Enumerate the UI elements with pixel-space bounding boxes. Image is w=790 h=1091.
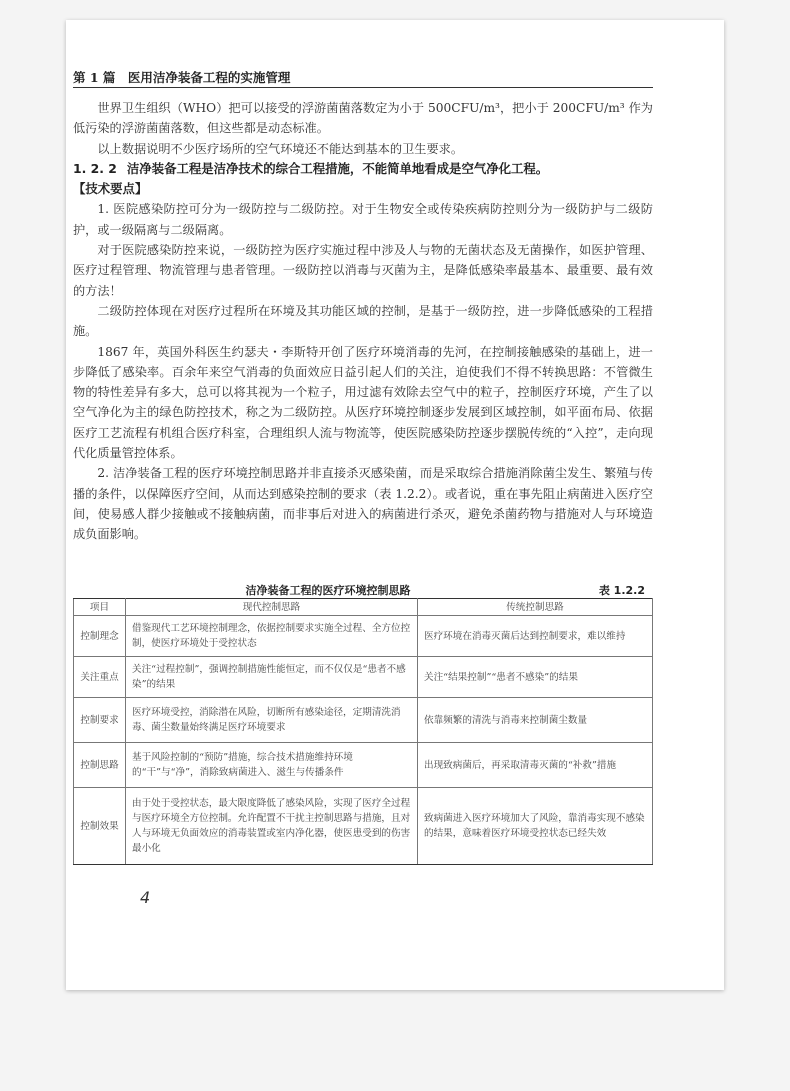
header-rule xyxy=(73,87,653,88)
table-header-cell: 现代控制思路 xyxy=(126,599,418,616)
row-modern: 基于风险控制的“预防”措施，综合技术措施维持环境的“干”与“净”，消除致病菌进入、滋生与传播条件 xyxy=(126,743,418,788)
section-heading xyxy=(73,159,653,179)
table-title: 洁净装备工程的医疗环境控制思路 xyxy=(245,584,411,597)
table-header-cell: 传统控制思路 xyxy=(418,599,653,616)
page-number: 4 xyxy=(140,888,151,907)
tech-points-title: 【技术要点】 xyxy=(73,181,148,197)
row-traditional: 出现致病菌后，再采取清毒灭菌的“补救”措施 xyxy=(418,743,653,788)
control-approach-table xyxy=(73,598,653,865)
row-traditional: 关注“结果控制”“患者不感染”的结果 xyxy=(418,657,653,698)
paragraph-2: 对于医院感染防控来说，一级防控为医疗实施过程中涉及人与物的无菌状态及无菌操作，如医护管理、医疗过程管理、物流管理与患者管理。一级防控以消毒与灭菌为主，是降低感染率最基本、最重要、最有效的方法！ xyxy=(73,243,653,298)
paragraph-1: 1. 医院感染防控可分为一级防控与二级防控。对于生物安全或传染疾病防控则分为一级防护与二级防护，或一级隔离与二级隔离。 xyxy=(73,202,653,237)
row-modern: 医疗环境受控，消除潜在风险，切断所有感染途径，定期清洗消毒、菌尘数量始终满足医疗环境要求 xyxy=(126,698,418,743)
table-row xyxy=(74,698,653,743)
paragraph-3: 二级防控体现在对医疗过程所在环境及其功能区域的控制，是基于一级防控，进一步降低感染的工程措施。 xyxy=(73,303,653,339)
table-row xyxy=(74,616,653,657)
row-modern: 由于处于受控状态，最大限度降低了感染风险，实现了医疗全过程与医疗环境全方位控制。允许配置不干扰主控制思路与措施，且对人与环境无负面效应的消毒装置或室内净化器，使医患受到的伤害最小化 xyxy=(126,788,418,865)
row-item: 控制理念 xyxy=(74,616,126,657)
row-item: 控制效果 xyxy=(74,788,126,865)
row-traditional: 依靠频繁的清洗与消毒来控制菌尘数量 xyxy=(418,698,653,743)
body-text xyxy=(73,98,653,545)
row-item: 控制思路 xyxy=(74,743,126,788)
header-title: 第 1 篇 医用洁净装备工程的实施管理 xyxy=(73,70,291,85)
paragraph-5: 2. 洁净装备工程的医疗环境控制思路并非直接杀灭感染菌，而是采取综合措施消除菌尘发生、繁殖与传播的条件，以保障医疗空间，从而达到感染控制的要求（表 1.2.2）。或者说，重在事先阻止病菌进入医疗空间，使易感人群少接触或不接触病菌，而非事后对进入的病菌进行杀灭，避免杀菌药物与措施对人与环境造成负面影响。 xyxy=(73,466,653,542)
row-modern: 借鉴现代工艺环境控制理念，依据控制要求实施全过程、全方位控制，使医疗环境处于受控状态 xyxy=(126,616,418,657)
table-header-row xyxy=(74,599,653,616)
section-number: 1. 2. 2 xyxy=(73,160,117,176)
paragraph-data-note: 以上数据说明不少医疗场所的空气环境还不能达到基本的卫生要求。 xyxy=(97,141,464,156)
table-row xyxy=(74,743,653,788)
row-traditional: 致病菌进入医疗环境加大了风险，靠消毒实现不感染的结果，意味着医疗环境受控状态已经失效 xyxy=(418,788,653,865)
paragraph-who: 世界卫生组织（WHO）把可以接受的浮游菌菌落数定为小于 500CFU/m³，把小于 200CFU/m³ 作为低污染的浮游菌菌落数，但这些都是动态标准。 xyxy=(73,101,653,136)
table-number: 表 1.2.2 xyxy=(598,584,645,597)
table-row xyxy=(74,788,653,865)
running-header xyxy=(73,68,653,86)
table-header-cell: 项目 xyxy=(74,599,126,616)
table-row xyxy=(74,657,653,698)
paragraph-4: 1867 年，英国外科医生约瑟夫・李斯特开创了医疗环境消毒的先河，在控制接触感染的基础上，进一步降低了感染率。百余年来空气消毒的负面效应日益引起人们的关注，迫使我们不得不转换思路：不管微生物的特性差异有多大，总可以将其视为一个粒子，用过滤有效除去空气中的粒子，控制医疗环境，产生了以空气净化为主的绿色防控技术，称之为二级防控。从医疗环境控制逐步发展到区域控制，如平面布局、依据医疗工艺流程有机组合医疗科室，合理组织人流与物流等，使医院感染防控逐步摆脱传统的“入控”，走向现代化质量管控体系。 xyxy=(73,344,653,461)
section-title: 洁净装备工程是洁净技术的综合工程措施，不能简单地看成是空气净化工程。 xyxy=(126,160,549,176)
row-traditional: 医疗环境在消毒灭菌后达到控制要求，难以维持 xyxy=(418,616,653,657)
row-modern: 关注“过程控制”，强调控制措施性能恒定，而不仅仅是“患者不感染”的结果 xyxy=(126,657,418,698)
row-item: 关注重点 xyxy=(74,657,126,698)
row-item: 控制要求 xyxy=(74,698,126,743)
